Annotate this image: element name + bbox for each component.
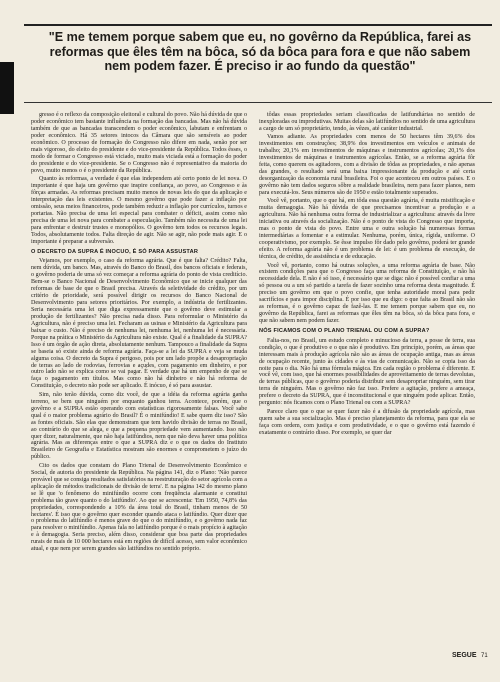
body-paragraph: Sim, não terão dúvida, como diz você, de que a idéia da reforma agrária ganha terreno, se bem que ninguém por enquanto ganhou terra. Acontece, porém, que o govêrno e a SUPRA estão operando com estatísticas rigorosamente falsas. Você sabe qual é o maior problema agrário do Brasil? É o minifúndio! E sabe quem diz isso? São as fontes oficiais. São elas que demonstram que tem havido divisão de terras no Brasil, ao contrário do que se alega, e que a pequena propriedade vem aumentando. Isso não quer dizer, naturalmente, que não haja latifúndios, nem que não deva haver uma política agrária. Mas as diferenças entre o que a SUPRA diz e o que os dados do Instituto Brasileiro de Geografia e Estatística mostram são enormes e comprometem o juízo do público. (31, 391, 247, 461)
body-paragraph: gresso é o reflexo da composição eleitoral e cultural do povo. Não há dúvida de que o poder econômico tem bastante influência na formação das bancadas. Mas não há dúvida também de que as bancadas transcendem o poder econômico, labutam e enfrentam o poder econômico. Há 35 setores intocos da Câmara que são sensíveis ao poder econômico. O processo de formação do Congresso não difere em nada, senão por ser mais vigoroso, do eleito do presidente e do vice-presidente da República. Todos êsses, o modo de formar o Congresso está viciado, muito mais viciada está a formação do poder do presidente e do vice-presidente. Se o Congresso não é representativo da maioria do povo, muito menos o é o presidente da República. (31, 112, 247, 174)
body-paragraph: Vejamos, por exemplo, o caso da reforma agrária. Que é que falta? Crédito? Falta, nem dúvida, um banco. Mas, através do Banco do Brasil, dos bancos oficiais e federais, o govêrno poderia de uma só vez começar a reforma agrária do ponto de vista creditício. Bem-se o Banco Nacional de Desenvolvimento Econômico que se inicie qualquer das reformas de base de que o Brasil precisa. Através da seletividade do crédito, por um critério de prioridade, será possível dirigir os recursos do Banco Nacional de Desenvolvimento para setores prioritários. Por exemplo, a indústria de fertilizantes. Seria necessária uma lei que diga expressamente que o govêrno deve estimular a produção de fertilizantes? Não precisa nada disso. Para reformular o Ministério da Agricultura, não é preciso uma lei. Fecharam as usinas e Ministério da Agricultura para baixar o custo. Não é preciso de nenhuma lei, nenhuma lei, nenhuma lei é necessária. Porque na prática o Ministério da Agricultura não existe. Qual é a finalidade da SUPRA? Isso é um órgão de ação direta, absolutamente nenhum. Tampouco a finalidade da Supra se baseia só existe ainda de reforma agrária. Faça-se a lei da SUPRA e veja se muda alguma coisa. O decreto da Supra é perigoso, pois por um lado propõe a desapropriação de terras ao lado de rodovias, ferrovias e açudes, com pagamento em dinheiro, e por outro lado não se explica como se vai pagar. É verdade que há um empenho de que se faça o pagamento em títulos. Mas como não há dinheiro e não há reforma de Constituição, o decreto não pode ser aplicado. É inócuo, é só para assustar. (31, 258, 247, 390)
subheading: O DECRETO DA SUPRA É INOCUO, É SÓ PARA ASSUSTAR (31, 248, 199, 255)
body-paragraph: Você vê, portanto, como há outras soluções, a uma reforma agrária de base. Não existem condições para que o Congresso faça uma reforma de Constituição, e não há necessidade dela. E não é só isso, é necessário que se diga: não é possível confiar a uma só pessoa ou a um só partido a tarefa de fazer sozinho uma reforma desta magnitude. É preciso um govêrno em que o povo confie, que tenha autoridade moral para pedir sacrifícios e para impor disciplina. É por isso que eu digo: o que falta ao Brasil não são as reformas, é o govêrno capaz de fazê-las. E me temem porque sabem que eu, no govêrno da República, farei as reformas que êles têm na bôca, só da bôca para fora, e que não sabem nem podem fazer. (259, 262, 475, 325)
headline-quote: "E me temem porque sabem que eu, no govêrno da República, farei as reformas que êles têm na bôca, só da bôca para fora e que não sabem nem podem fazer. É preciso ir ao fundo da questão" (48, 30, 472, 74)
right-column (259, 112, 475, 438)
body-paragraph: Falta-nos, no Brasil, um estudo completo e minucioso da terra, a posse de terra, sua condição, o que é produtivo e o que não é produtivo. Em princípio, porém, as áreas que interessam mais à produção agrícola não são as áreas de ocupação antiga, mas as áreas de ocupação recente, junto às cidades e às vias de comunicação. Não se copia isso da noite para o dia. Não há uma fórmula mágica. Em cada região o problema é diferente. E você vê, com isso, que há enormes possibilidades de aproveitamento de terras devolutas, de terras públicas, que o govêrno poderia distribuir sem desapropriar ninguém, sem tirar terra de ninguém. Mas o govêrno não faz isso. Prefere a agitação, prefere a ameaça, prefere o decreto da SUPRA, que é inconstitucional e que ninguém pode aplicar. Então, pergunto: nós ficamos com o Plano Trienal ou com a SUPRA? (259, 337, 475, 407)
body-paragraph: Cito os dados que constam do Plano Trienal de Desenvolvimento Econômico e Social, de autoria do presidente da República. Na página 141, diz o Plano: 'Não parece provável que se consiga resultados satisfatórios na reestruturação do setor agrícola com a aplicação de métodos tradicionais de divisão de terra'. E na página 142 do mesmo plano se lê que 'o fenômeno do minifúndio ocorre com freqüência alarmante e constitui problema tão grave quanto o do latifúndio'. Ao que se acrescenta: 'Em 1950, 74,8% das propriedades, correspondendo a 10% da área total do Brasil, tinham menos de 50 hectares'. É isso que o govêrno quer esconder quando ataca o latifúndio. Quer dizer que o problema do latifúndio é menos grave do que o do minifúndio, e o govêrno nada faz para resolver o minifúndio. Apenas fala no latifúndio porque é o mais propício à agitação e à demagogia. Seria preciso, além disso, considerar que boa parte das propriedades rurais de mais de 10 000 hectares está em regiões de difícil acesso, sem valor econômico atual, e que nem por serem grandes são latifúndios no sentido próprio. (31, 462, 247, 553)
body-paragraph: tôdas essas propriedades seriam classificadas de latifundiárias no sentido de inexploradas ou improdutivas. Muitas delas são latifúndios no sentido de uma agricultura a cargo de um só proprietário, tendo, às vêzes, até caráter industrial. (259, 112, 475, 132)
body-paragraph: Parece claro que o que se quer fazer não é a difusão da propriedade agrícola, mas quem sabe a sua socialização. Mas é preciso planejamento da reforma, para que ela se faça com ordem, com justiça e com produtividade, e o que o govêrno está fazendo é exatamente o contrário disso. Por exemplo, se quer dar (259, 408, 475, 436)
section-marker-bar (0, 62, 14, 114)
body-paragraph: Quanto às reformas, a verdade é que elas independem até certo ponto de lei nova. O importante é que haja um govêrno que inspire confiança, ao povo, ao Congresso e às fôrças armadas. As reformas precisam muito menos de novas leis do que da aplicação e interpretação das leis existentes. O mesmo govêrno que pode fazer a inflação por omissão, seus meios financeiros, pode também reduzir a inflação por currículos, turnos e portarias. Não precisa de uma lei especial para combater o déficit, assim como não precisa de uma lei nova para combater a especulação. Também não necessita de uma lei para enfrentar e destruir trustes e monopólios. O govêrno tem todos os recursos legais. Todos, absolutamente todos. Falta direção de agir. Não se agir, não pode mais agir. E o importante é preparar a subversão. (31, 176, 247, 245)
body-paragraph: Você vê, portanto, que o que há, em tôda essa questão agrária, é muita mistificação e muita demagogia. Não há dúvida de que precisamos incentivar a produção e a agricultura. Não há nenhuma outra forma de industrializar a agricultura: através da livre iniciativa ou através da socialização. Não é o ponto de vista do Congresso que importa, mas o ponto de vista do povo. Entre uma e outra solução há numerosas formas intermediárias a fomentar e a estimular. Nenhuma, porém, única, rígida, uniforme. O cooperativismo, por exemplo. Se êsse impulso fôr dado pelo govêrno, poderá ter grande efeito. A reforma agrária não é um problema de lei: é um problema de execução, de técnica, de crédito, de assistência e de educação. (259, 198, 475, 261)
subheading: NÓS FICAMOS COM O PLANO TRIENAL OU COM A SUPRA? (259, 328, 430, 335)
continued-label: SEGUE (452, 652, 477, 659)
top-rule (24, 24, 492, 26)
body-paragraph: Vamos adiante. As propriedades com menos de 50 hectares têm 39,6% dos investimentos em construções; 38,9% dos investimentos em veículos e animais de trabalho; 20,1% em investimentos de máquinas e instrumentos agrícolas; 20,1% dos investimentos de máquinas e instrumentos agrícolas. Então, se a reforma agrária fôr feita, como querem os agitadores, com a divisão de tôdas as propriedades, e não apenas das grandes, o resultado será uma baixa impressionante da produção e até certa desorganização da economia rural brasileira. Foi o que aconteceu em outros países. E o govêrno não tem dados seguros sôbre a realidade brasileira, nem para fazer planos, nem para executá-los. Seus números são de 1950 e estão totalmente superados. (259, 134, 475, 196)
left-column (31, 112, 247, 555)
headline-rule (24, 102, 492, 103)
page-number: 71 (481, 653, 488, 659)
